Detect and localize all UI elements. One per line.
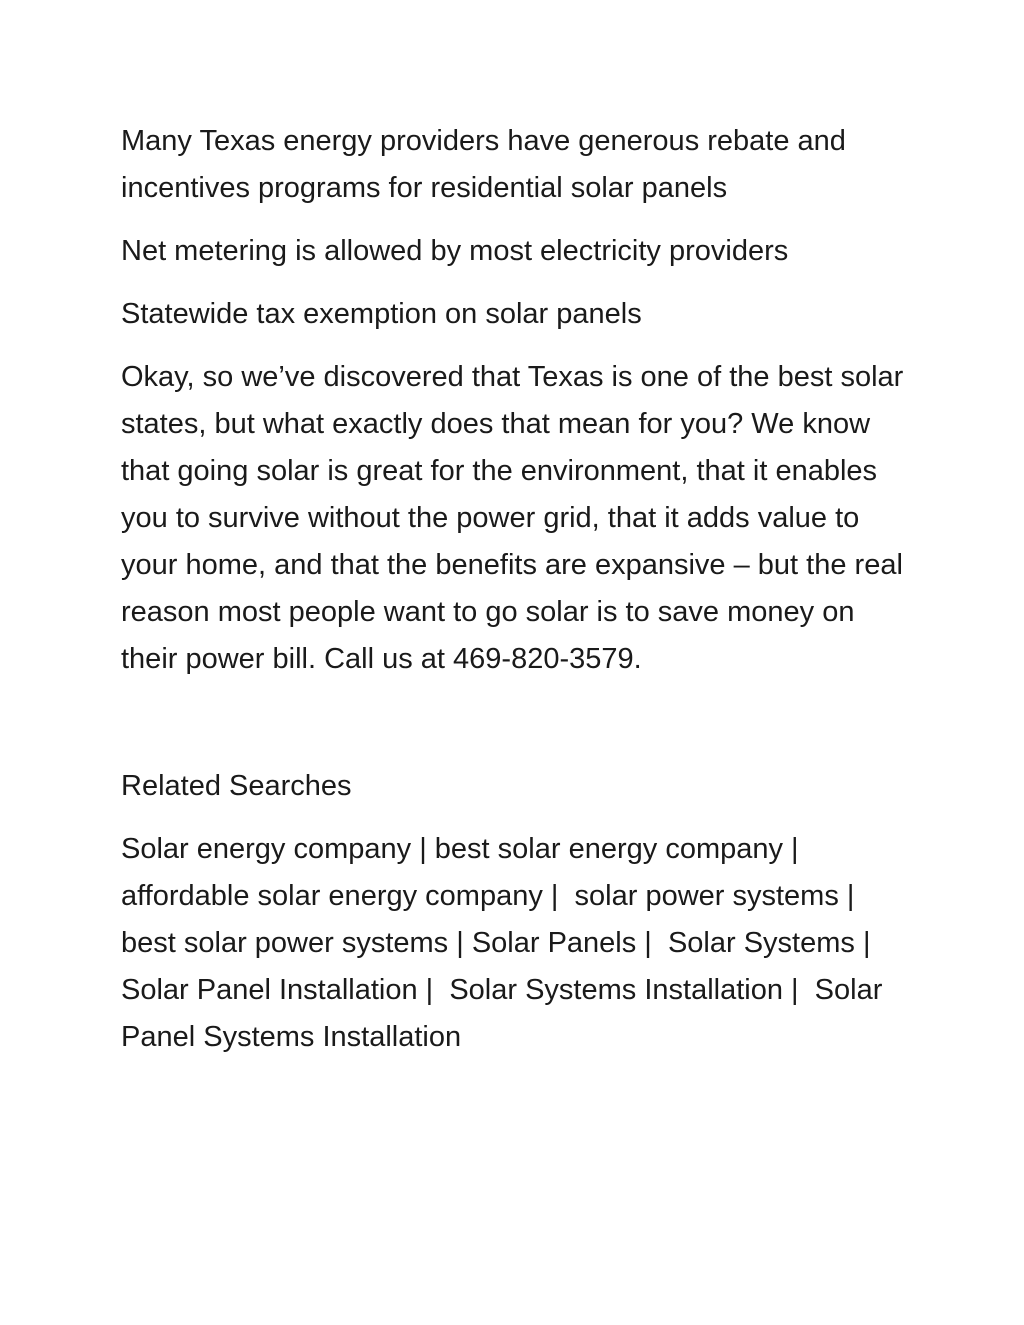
paragraph-net-metering: Net metering is allowed by most electricity providers <box>121 235 789 267</box>
paragraph-tax-exemption: Statewide tax exemption on solar panels <box>121 298 642 330</box>
paragraph-main-body: Okay, so we’ve discovered that Texas is one of the best solar states, but what exactly does that mean for you? We know that going solar is great for the environment, that it enables you to survive without the power grid, that it adds value to your home, and that the benefits are expansive – but the real reason most people want to go solar is to save money on their power bill. Call us at 469-820-3579. <box>121 361 912 675</box>
related-searches-heading: Related Searches <box>121 770 352 802</box>
related-searches-list: Solar energy company | best solar energy company | affordable solar energy company | solar power systems | best solar power systems | Solar Panels | Solar Systems | Solar Panel Installation | Solar Systems Installation | Solar Panel Systems Installation <box>121 833 891 1053</box>
document-body <box>121 118 911 1061</box>
paragraph-rebates: Many Texas energy providers have generous rebate and incentives programs for residential solar panels <box>121 125 854 204</box>
